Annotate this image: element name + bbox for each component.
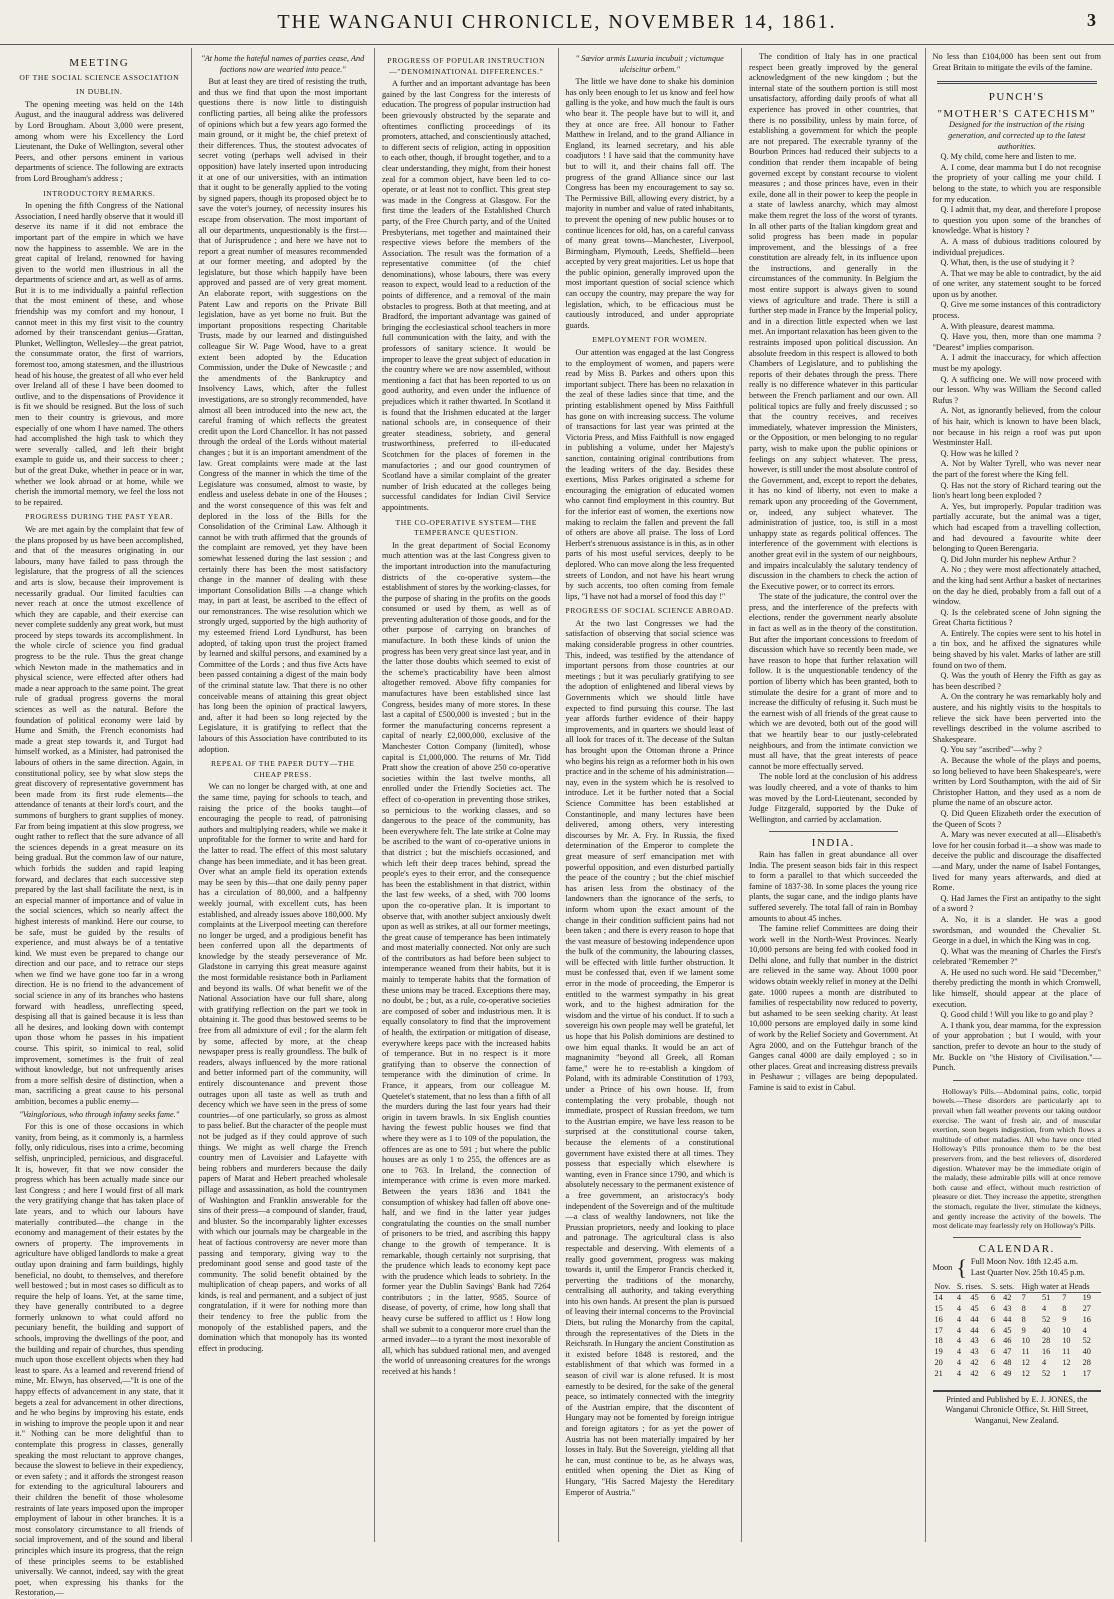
- calendar-column-header: Nov.: [933, 1282, 955, 1293]
- calendar-cell: 4: [1041, 1358, 1047, 1368]
- cooperative-heading: THE CO-OPERATIVE SYSTEM—THE TEMPERANCE QUESTION.: [395, 517, 537, 538]
- calendar-cell: 47: [1003, 1347, 1012, 1357]
- calendar-cell: 6: [990, 1293, 995, 1303]
- calendar-row: [933, 1358, 1102, 1369]
- india-paragraph: Rain has fallen in great abundance all over India. The present season bids fair in this respect to form a parallel to that which succeeded the famine of 1837-38. In some places the young rice plants, the sugar cane, and the indigo plants have suffered severely. The total fall of rain in Bombay amounts to about 45 inches.: [749, 849, 918, 923]
- calendar-cell: 42: [970, 1368, 979, 1378]
- calendar-cell: 19: [934, 1347, 943, 1357]
- calendar-cell: 6: [990, 1325, 995, 1335]
- education-text: A further and an important advantage has been gained by the last Congress for the interests of education. The progress of popular instruction had been grievously obstructed by the separate and oftentimes conflicting proceedings of its promoters, attached, and conscientiously attached, to different sects of religion, acting in opposition to each other, though, if brought together, and to a clear understanding, they might, from their honest zeal for a common object, have been led to co-operate, or at least not to conflict. This great step was made in the Congress at Glasgow. For the first time the leaders of the Established Church party, of the Free Church party, and of the United Presbyterians, met together and maintained their respective views before the members of the Association. The result was the formation of a representative committee (of the chief denominations), whose labours, there was every reason to expect, would lead to a reduction of the points of difference, and a removal of the main obstacles to progress. Both at that meeting, and at Bradford, the important advantage was gained of bringing the ecclesiastical school teachers in more full communication with the laity, and with the professors of sanitary science. It would be improper to leave the great subject of education in the country where we are now assembled, without mentioning a fact that has been reported to us on good authority, and even under the influence of prejudices which it rather thwarted. In Scotland it is found that the Irishmen educated at the larger national schools are, in consequence of their greater steadiness, sobriety, and general trustworthiness, preferred to ill-educated Scotchmen for the places of foremen in the manufactories ; and our good countrymen of Scotland have a similar complaint of the greater number of Irish educated at the colleges being successful candidates for Indian Civil Service appointments.: [382, 79, 551, 512]
- calendar-cell: 12: [1021, 1358, 1030, 1368]
- punch-heading: PUNCH'S: [988, 91, 1045, 104]
- closing-paragraph: The state of the judicature, the control over the press, and the interference of the prefects with elections, render the government nearly absolute in fact as well as in the theory of the constitution. But after the important concessions to freedom of discussion which have so recently been made, we have reason to hope that further relaxation will follow. It is the unquestionable tendency of the portion of liberty which has been granted, both to stimulate the desire for a grant of more and to increase the difficulty of refusing it. Such must be the earnest wish of all friends of the great cause to which we are devoted, both out of the good will that we heartily bear to our justly-celebrated neighbours, and from the intimate conviction we must all have, that the great interests of peace cannot be more effectually served.: [749, 592, 918, 771]
- calendar-cell: 45: [970, 1304, 979, 1314]
- calendar-cell: 21: [934, 1368, 943, 1378]
- calendar-cell: 4: [1041, 1304, 1047, 1314]
- catechism-line: A. That we may be able to contradict, by the aid of one writer, any statement sought to be forced upon us by another.: [932, 268, 1101, 299]
- calendar-cell: 6: [990, 1347, 995, 1357]
- catechism-line: A. Entirely. The copies were sent to his hotel in a tin box, and he affixed the signatures while being shaved by his valet. Marks of lather are still found on two of them.: [932, 628, 1101, 670]
- calendar-cell: 4: [1082, 1325, 1087, 1335]
- calendar-row: [933, 1369, 1102, 1380]
- newspaper-title: THE WANGANUI CHRONICLE, NOVEMBER 14, 1861.: [277, 10, 837, 33]
- catechism-line: Q. Did John murder his nephew Arthur ?: [940, 554, 1076, 564]
- calendar-cell: 44: [970, 1325, 979, 1335]
- calendar-cell: 52: [1082, 1336, 1091, 1346]
- calendar-cell: 4: [956, 1336, 962, 1346]
- catechism-line: Q. A sufficing one. We will now proceed with our lesson. Why was William the Second called Rufus ?: [932, 374, 1101, 405]
- paper-duty-text: We can no longer be charged with, at one and the same time, paying for schools to teach, and raising the price of the books taught—of encouraging the people to read, of patronising authors and multiplying readers, while we make it unprofitable for the former to write and hard for the latter to read. The effect of this most salutary change has been immediate, and it has been great. Over what an ample field its operation extends may be seen by this—that one daily penny paper has a circulation of 80,000, and a halfpenny weekly journal, with excellent cuts, has been established, and already issues above 180,000. My complaints at the Liverpool meeting can therefore no longer be urged, and a prodigious benefit has been conferred upon all the departments of knowledge by the steady perseverance of Mr. Gladstone in carrying this great measure against the most formidable resistance both in Parliament and beyond its walls. Of what benefit we of the National Association have our full share, along with gratifying reflection on the part we took in obtaining it. The good thus bestowed seems to be free from all admixture of evil ; for the alarm felt by some, affected by more, at the cheap newspaper press is really groundless. The bulk of readers, always influenced by the more rational and better informed part of the community, will entirely discountenance and prevent those outrages upon all taste as well as truth and decency which we have seen in the press of some countries—of one particularly, so gross as almost to pass belief. But the character of the people must not be judged as if they could approve of such things. We might as well charge the French country men of Lavoisier and Lafayette with being robbers and murderers because the daily papers of Marat and Hebert preached wholesale pillage and assassination, as hold the countrymen of Washington and Franklin answerable for the sins of their press—a compound of slander, fraud, and bluster. So the incomparably lighter excesses with which our journals may be chargeable in the heat of factious controversy are never more than passing and temporary, giving way to the predominant good sense and good taste of the community. The solid benefit obtained by the multiplication of cheap papers, and works of all kinds, is real and permanent, and a subject of just congratulation, if it were for nothing more than their tendency to free the public from the monopoly of the established papers, and the domination which that monopoly has its wonted effect in producing.: [198, 782, 367, 1353]
- calendar-cell: 6: [990, 1368, 995, 1378]
- section-divider: [953, 1080, 1082, 1081]
- calendar-cell: 12: [1021, 1368, 1030, 1378]
- moon-label: Moon: [932, 1262, 953, 1272]
- abroad-heading: PROGRESS OF SOCIAL SCIENCE ABROAD.: [565, 606, 734, 616]
- progress-heading: PROGRESS DURING THE PAST YEAR.: [25, 512, 174, 522]
- catechism-line: Q. How was he killed ?: [940, 448, 1019, 458]
- calendar-cell: 4: [956, 1358, 962, 1368]
- introductory-remarks-heading: INTRODUCTORY REMARKS.: [43, 188, 156, 198]
- catechism-line: Q. Have you, then, more than one mamma ? "Dearest" implies comparison.: [932, 332, 1101, 352]
- calendar-cell: 43: [1003, 1304, 1012, 1314]
- calendar-heading: CALENDAR.: [978, 1242, 1055, 1255]
- meeting-intro: The opening meeting was held on the 14th August, and the inaugural address was delivered by Lord Brougham. About 3,000 were present, among whom were his Excellency the Lord Lieutenant, the Duke of Wellington, several other Peers, and other persons eminent in various departments of science. The following are extracts from Lord Brougham's address ;: [15, 99, 184, 183]
- section-divider: [937, 81, 1098, 84]
- calendar-table: [933, 1282, 1102, 1380]
- calendar-cell: 14: [934, 1293, 943, 1303]
- calendar-row: [933, 1347, 1102, 1358]
- calendar-cell: 51: [1041, 1293, 1051, 1303]
- progress-quote-1: "Vainglorious, who through infamy seeks fame.": [19, 1109, 180, 1119]
- moon-phases: [932, 1254, 1102, 1280]
- section-divider: [953, 1237, 1082, 1238]
- calendar-cell: 48: [1003, 1358, 1012, 1368]
- calendar-cell: 45: [1003, 1325, 1012, 1335]
- calendar-cell: 4: [956, 1347, 962, 1357]
- calendar-cell: 10: [1062, 1336, 1071, 1346]
- calendar-cell: 7: [1062, 1293, 1067, 1303]
- catechism-line: A. With pleasure, dearest mamma.: [940, 321, 1055, 331]
- calendar-cell: 1: [1062, 1368, 1067, 1378]
- moon-phase: Last Quarter Nov. 25th 10.45 p.m.: [970, 1267, 1085, 1277]
- calendar-cell: 43: [970, 1347, 979, 1357]
- calendar-cell: 8: [1021, 1314, 1026, 1324]
- calendar-cell: 46: [1003, 1336, 1012, 1346]
- calendar-cell: 19: [1082, 1293, 1091, 1303]
- calendar-column-header: S. sets.: [989, 1282, 1020, 1293]
- calendar-body: [933, 1293, 1102, 1380]
- calendar-column-header: High water at Heads: [1020, 1282, 1101, 1293]
- catechism-line: Q. Good child ! Will you like to go and play ?: [940, 1010, 1094, 1020]
- page-number: 3: [1087, 10, 1096, 30]
- calendar-cell: 6: [990, 1358, 995, 1368]
- calendar-cell: 20: [934, 1358, 943, 1368]
- calendar-cell: 8: [1062, 1304, 1067, 1314]
- column-3: [375, 48, 559, 1542]
- punch-title: "MOTHER'S CATECHISM": [937, 107, 1097, 120]
- catechism-line: A. No ; they were most affectionately attached, and the king had sent Arthur a basket of nectarines on the day he died, probably from a fall out of a window.: [932, 565, 1101, 607]
- abroad-text: At the two last Congresses we had the satisfaction of observing that social science was making considerable progress in other countries. This, indeed, was testified by the attendance of important persons from those countries at our meetings ; but it was peculiarly gratifying to see the adoption of enlightened and liberal views by Governments which we should little have expected to find pursuing this course. The last year affords further evidence of their happy improvements, and in quarters we should least of all look for traces of it. The decease of the Sultan has brought upon the Ottoman throne a Prince who begins his reign as a reformer both in his own practice and in the scheme of his administration—nay, even in the system which he is resolved to introduce. Let it be further noted that a Social Science Committee has been established at Constantinople, and many lectures have been delivered, among others, very interesting discourses by Mr. A. Fry. In Russia, the fixed determination of the Emperor to complete the great measure of serf emancipation met with powerful opposition, and even disturbed partially the peace of the country ; but the chief mischief has arisen less from the obstinacy of the landowners than the ignorance of the serfs, to inform whom upon the exact amount of the change in their condition sufficient pains had not been taken ; and there is every reason to hope that the vast measure of bestowing independence upon the bulk of the community, the labouring classes, will be effected with little further obstruction. It must be confessed that, even if we lament some error in the mode of proceeding, the Emperor is entitled to the warmest sympathy in his great work, and to the highest admiration for the wisdom and the virtue of his conduct. If to such a sovereign his own people may well be grateful, let us hope that his Polish dominions are destined to owe him equal thanks. It would be an act of magnanimity "beyond all Greek, all Roman fame," were he to re-establish a kingdom of Poland, with its admirable Constitution of 1793, under a Prince of his own house. If, from contemplating the very probable, though not immediate, prospect of Russian freedom, we turn to the Austrian empire, we have less reason to be surprised at the constitutional course taken, because the elements of a constitutional government have existed there at all times. They possess that especially which elsewhere is wanting, even in France since 1790, and which is absolutely necessary to the permanent existence of a free government, an aristocracy's body independent of the Sovereign and of the multitude—a class of wealthy landowners, not like the Prussian proprietors, needy and looking to place and patronage. The agricultural class is also respectable and deserving. With elements of a really good government, progress was making towards it, until the Emperor Francis checked it, perverting the traditions of the monarchy, centralising all authority, and taking everything into his own hands. At present the plan is pursued of leaving their internal concerns to the Provincial Diets, but ruling the Monarchy from the capital, through the representatives of the Diets in the Reichsrath. In Hungary the ancient Constitution as it existed before 1848 is restored, and the establishment of that which was formed in a season of civil war is alone refused. It is most earnestly to be desired, for the sake of the general peace, so intimately connected with the integrity of the Austrian empire, that the discontent of Hungary may not be fomented by foreign intrigue and foreign agitators ; for as yet the power of Austria has not been materially impaired by her losses in Italy. But the Sovereign, yielding all that he can, must continue to be, as he always was, entitled when opening the Diet as King of Hungary, "His Sacred Majesty the Hereditary Emperor of Austria.": [565, 618, 734, 1497]
- calendar-cell: 40: [1041, 1325, 1051, 1335]
- calendar-cell: 18: [934, 1336, 943, 1346]
- catechism-line: A. No, it is a slander. He was a good swordsman, and wounded the Chevalier St. George in a duel, in which the King was in cog.: [932, 914, 1101, 946]
- progress-quote-2: "At home the hateful names of parties cease, And factions now are wearied into peace.": [201, 54, 365, 74]
- calendar-cell: 11: [1021, 1347, 1030, 1357]
- calendar-cell: 52: [1041, 1314, 1051, 1324]
- catechism-line: Q. Is the celebrated scene of John signing the Great Charta fictitious ?: [932, 607, 1101, 628]
- calendar-cell: 40: [1082, 1347, 1091, 1357]
- calendar-cell: 52: [1041, 1368, 1051, 1378]
- catechism-line: Q. Was the youth of Henry the Fifth as gay as has been described ?: [932, 671, 1101, 691]
- calendar-cell: 45: [970, 1293, 979, 1303]
- calendar-cell: 44: [1003, 1314, 1012, 1324]
- women-text: Our attention was engaged at the last Congress to the employment of women, and papers were read by Miss B. Parkes and others upon this important subject. There has been no relaxation in the zeal of these ladies since that time, and the printing establishment opened by Miss Faithfull has gone on with increasing success. The volume of transactions for last year was printed at the Victoria Press, and Miss Faithfull is now engaged in publishing a volume, under her Majesty's sanction, containing original contributions from the leading writers of the day. Besides these exertions, Miss Parkes originated a scheme for encouraging the emigration of educated women who cannot find employment in this country. But for the inferior east of women, the exertions now making to reclaim the fallen and prevent the fall of others are above all praise. The loss of Lord Herbert's strenuous assistance is in this, as in other parts of his most useful services, deeply to be deplored. Who can move along the less frequented streets of London, and not have his heart wrung by such accents, too often coming from female lips, "I have not had a morsel of food this day !": [565, 348, 734, 601]
- calendar-cell: 28: [1082, 1358, 1091, 1368]
- calendar-cell: 49: [1003, 1368, 1012, 1378]
- columns: [8, 48, 1108, 1598]
- calendar-cell: 4: [956, 1368, 962, 1378]
- calendar-cell: 9: [1062, 1314, 1067, 1324]
- meeting-subheading-2: IN DUBLIN.: [76, 87, 123, 97]
- catechism-line: Q. You say "ascribed"—why ?: [940, 745, 1042, 755]
- calendar-cell: 43: [970, 1336, 979, 1346]
- punch-subtitle: Designed for the instruction of the rising generation, and corrected up to the latest authorities.: [948, 120, 1086, 151]
- column-6: [926, 48, 1109, 1542]
- calendar-header-row: [933, 1282, 1102, 1293]
- catechism-line: A. On the contrary he was remarkably holy and austere, and his nightly visits to the hospitals to relieve the sick have been perverted into the revellings described in the volume ascribed to Shakespeare.: [932, 692, 1101, 744]
- catechism-line: A. Because the whole of the plays and poems, so long believed to have been Shakespeare's, were written by Lord Southampton, with the aid of Sir Christopher Hatton, and they used as a nom de plume the name of an obscure actor.: [932, 756, 1101, 808]
- india-paragraph: The famine relief Committees are doing their work well in the North-West Provinces. Nearly 10,000 persons are being fed with cooked food in Delhi alone, and fully that number in the district are relieved in the same way. About 1000 poor widows obtain weekly relief in money at the Delhi gate. 1000 rupees a month are distributed to families of respectability now reduced to poverty, but ashamed to be seen seeking charity. At least 10,000 persons are employed daily in some kind of work by the Relief Society and Government. At Agra 2000, and on the Futtehgur branch of the Ganges canal 4000 are daily employed ; so in other places. Great and increasing distress prevails in Peshawur ; villages are being depopulated. Famine is said to exist in Cabul.: [749, 924, 918, 1092]
- catechism-line: Q. Has not the story of Richard tearing out the lion's heart long been exploded ?: [932, 480, 1101, 501]
- calendar-cell: 42: [1003, 1293, 1012, 1303]
- catechism-line: A. A mass of dubious traditions coloured by individual prejudices.: [932, 236, 1101, 257]
- catechism-line: A. I admit the inaccuracy, for which affection must be my apology.: [932, 353, 1101, 374]
- calendar-cell: 6: [990, 1314, 995, 1324]
- india-heading: INDIA.: [811, 837, 855, 850]
- catechism-line: A. I come, dear mamma but I do not recognise the propriety of your calling me your child. I belong to the state, to which you are responsible for my education.: [932, 162, 1101, 204]
- progress-paragraph: For this is one of those occasions in which vanity, from being, as it commonly is, a harmless folly, only ridiculous, rises into a crime, becoming selfish, unprincipled, pernicious, and disgraceful. It is, however, fit that we now consider the progress which has been actually made since our last Congress ; and here I would first of all mark the very gratifying change that has taken place of late years, and to which our labours have materially contributed—the change in the economy and management of their estates by the owners of property. The improvements in agriculture have obliged landlords to make a great outlay upon draining and farm buildings, highly beneficial, no doubt, to themselves, and therefore well bestowed ; but in most cases so difficult as to require the help of loans. Yet, at the same time, they have generally contributed to a degree formerly unknown to what could afford no pecuniary benefit, the building and support of schools, improving the dwellings of the poor, and the building and repair of churches, thus spending much upon those excellent objects when they had least to spare. As a learned and reverend friend of mine, Mr. Elwyn, has observed,—"It is one of the happy effects of advancement in any state, that it begets a zeal for advancement in other directions, and he who begins by improving his estate, ends in wishing to improve the people upon it and near it." Nothing can be more delightful than to contemplate this progress in classes, generally speaking the most reluctant to approve changes, because the slowest to believe in their expediency, or even safety ; and it affords the strongest reason for extending to the agricultural labourers and their children the benefit of those wholesome restraints of late years imposed upon the improper employment of labour in other branches. It is a most consolatory circumstance to all friends of social improvement, and of the sound and liberal principles which insure its progress, that the reign of these principles seems to be established universally. We cannot, indeed, say with the great poet, when expressing his thanks for the Restoration,—: [15, 1122, 184, 1598]
- calendar-cell: 17: [934, 1325, 943, 1335]
- catechism-line: A. I thank you, dear mamma, for the expression of your approbation ; but I would, with your sanction, prefer to devote an hour to the study of Mr. Buckle on "the History of Civilisation."—Punch.: [932, 1020, 1101, 1073]
- calendar-cell: 10: [1021, 1336, 1030, 1346]
- calendar-cell: 8: [1021, 1304, 1026, 1314]
- masthead: [0, 0, 1114, 45]
- calendar-cell: 27: [1082, 1304, 1091, 1314]
- calendar-cell: 7: [1021, 1293, 1026, 1303]
- calendar-cell: 17: [1082, 1368, 1091, 1378]
- catechism-line: A. Mary was never executed at all—Elisabeth's love for her cousin forbad it—a show was made to deceive the public and discourage the disaffected—and Mary, under the name of Isabel Fontanges, lived for many years afterwards, and died at Rome.: [932, 830, 1101, 893]
- column-5: [742, 48, 926, 1542]
- calendar-row: [933, 1315, 1102, 1326]
- latin-quote: " Sævior armis Luxuria incubuit ; victumque ulciscitur orbem.": [575, 54, 724, 74]
- closing-paragraph: The noble lord at the conclusion of his address was loudly cheered, and a vote of thanks to him was moved by the Lord-Lieutenant, seconded by Judge Fitzgerald, supported by the Duke of Wellington, and carried by acclamation.: [749, 772, 918, 824]
- calendar-cell: 42: [970, 1358, 979, 1368]
- imprint: Printed and Published by E. J. JONES, the Wanganui Chronicle Office, St. Hill Street, Wanganui, New Zealand.: [933, 1390, 1102, 1427]
- brace-glyph: {: [956, 1254, 967, 1280]
- catechism-line: Q. Had James the First an antipathy to the sight of a sword ?: [932, 893, 1101, 914]
- india-paragraph: No less than £104,000 has been sent out from Great Britain to mitigate the evils of the famine.: [932, 52, 1101, 72]
- catechism-line: Q. I admit that, my dear, and therefore I propose to question you upon some of the branches of knowledge. What is history ?: [932, 205, 1101, 236]
- calendar-cell: 12: [1062, 1358, 1071, 1368]
- column-2: [192, 48, 376, 1542]
- paper-duty-heading: REPEAL OF THE PAPER DUTY—THE CHEAP PRESS.: [210, 759, 355, 779]
- calendar-cell: 4: [956, 1293, 962, 1303]
- calendar-cell: 6: [990, 1304, 995, 1314]
- calendar-cell: 6: [990, 1336, 995, 1346]
- calendar-cell: 16: [934, 1314, 943, 1324]
- section-divider: [769, 831, 898, 832]
- calendar-cell: 4: [956, 1314, 962, 1324]
- calendar-cell: 4: [956, 1304, 962, 1314]
- calendar-row: [933, 1304, 1102, 1315]
- calendar-cell: 4: [956, 1325, 962, 1335]
- introductory-remarks-text: In opening the fifth Congress of the National Association, I need hardly observe that it would ill deserve its name if it did not embrace the important part of the empire in which we have now the happiness to assemble. We are in the great capital of Ireland, renowned for having given to the world men illustrious in all the departments of science and art, as well as of arms. But it is to me individually a painful reflection that the most eminent of these, and whose friendship was my comfort and my honour, I cannot meet in this my first visit to the country adorned by their transcendant genius—Grattan, Plunket, Wellington, Wellesley—the great patriot, the consummate orator, the first of warriors, foremost too, among statesmen, and the illustrious head of his house, the greatest of all who ever held over Ireland all of these I have been doomed to outlive, and to the dispensations of Providence it is fit we should be resigned. But the loss of such men to their country is grievous, and more especially of one whom I have named. The others had accomplished the high task to which they were severally called, and left their bright example to guide us, and their success to cheer ; but of the great Duke, whether in peace or in war, whether we look abroad or at home, while we cherish the immortal memory, we feel the loss not to be repaired.: [15, 201, 184, 507]
- meeting-heading: MEETING: [69, 57, 130, 69]
- column-4: [559, 48, 743, 1542]
- cooperative-conclusion: The little we have done to shake his dominion has only been enough to let us know and feel how galling is the yoke, and how much the fault is ours who bear it. The people have but to will it, and they at once are free. All honour to Father Matthew in Ireland, and to the grand Alliance in England, its learned secretary, and his able coadjutors ! I have said that the community have but to will it, and their chains fall off. The progress of the grand Alliance since our last Congress has been my encouragement to say so. The Permissive Bill, allowing every district, by a majority in number and value of rated inhabitants, to prevent the opening of new public houses or to continue licences for old, has, on a careful canvass of many great towns—Manchester, Liverpool, Birmingham, Plymouth, Leeds, Sheffield—been accepted by very great majorities. Let us hope that the public opinion, generally improved upon the most important question of social science which can occupy the country, may prepare the way for legislation, which, to be efficacious must be cautiously introduced, and under appropriate guards.: [565, 77, 734, 330]
- calendar-cell: 10: [1062, 1325, 1071, 1335]
- catechism-line: Q. Did Queen Elizabeth order the execution of the Queen of Scots ?: [932, 808, 1101, 829]
- education-heading: PROGRESS OF POPULAR INSTRUCTION—"DENOMINATIONAL DIFFERENCES.": [387, 56, 546, 76]
- progress-paragraph: But at least they are tired of resisting the truth, and thus we find that upon the most important questions there is now little to distinguish conflicting parties, all being alike the professors of opinions which but a few years ago formed the main ground, or it might be, the chief pretext of their differences. Thus, the stoutest advocates of secret voting (perhaps well advised in their opposition) have lately inserted upon introducing it at one of our universities, with an intimation that it ought to be generally applied to the voting by signed papers, though its proposed object be to save the voter's journey, of necessity insures his escape from observation. The most important of all our departments, unquestionably is the first—that of Jurisprudence ; and here we have not to report a great number of measures recommended at our former meeting, and adopted by the legislature, but those which happily have been approved and passed are of very great moment. An elaborate report, with suggestions on the Patent Law and reports on the Private Bill legislation, have as yet borne no fruit. But the important propositions respecting Charitable Trusts, made by our learned and distinguished colleague Sir W. Page Wood, have to a great extent been adopted by the Education Commission, under the Duke of Newcastle ; and the amendments of the Bankruptcy and Insolvency Laws, which, after the fullest investigations, are so strongly recommended, have almost all been introduced into the new act, the careful framing of which reflects the greatest credit upon the Lord Chancellor. It has not passed through the ordeal of the Lords without material changes ; but it is an important amendment of the law. Great complaints were made at the last Congress of the manner in which the time of the Legislature was consumed, almost to waste, by endless and useless debate in one of the Houses ; and the worst consequence of this was felt and deplored in the loss of the Bills for the Consolidation of the Criminal Law. Although it cannot be with truth affirmed that the grounds of the complaint are removed, yet they have been somewhat lessened during the last session ; and certainly there has been the most satisfactory change in the manner of dealing with these important Consolidation Bills —a change which may, in part at least, be ascribed to the effect of our remonstrances. The wise resolution which we strongly urged, supported by the high authority of my esteemed friend Lord Lyndhurst, has been adopted, of taking upon trust the project framed by learned and skilful persons, and examined by a Committee of the Lords ; and thus five Acts have been passed containing a digest of the main body of the criminal statute law. That there is no other conceivable means of attaining this great object has long been the opinion of practical lawyers, and, after it had been so long rejected by the Legislature, it is gratifying to reflect that the labours of this Association have contributed to its adoption.: [198, 77, 367, 754]
- calendar-cell: 28: [1041, 1336, 1051, 1346]
- calendar-cell: 15: [934, 1304, 943, 1314]
- calendar-row: [933, 1326, 1102, 1337]
- holloway-advert: Holloway's Pills.—Abdominal pains, colic, torpid bowels.—These disorders are particularly apt to prevail when fall weather prevents our taking outdoor exercise. The want of fresh air, and of muscular exertion, soon begets indigestion, from which flows a multitude of other maladies. All who have once tried Holloway's Pills pronounce them to be the best preservers from, and the best relievers of, disordered digestion. Whatever may be the immediate origin of the malady, these admirable pills will at once remove both cause and effect, without much restriction of pleasure or diet. They increase the appetite, strengthen the stomach, regulate the liver, stimulate the kidneys, and gently increase the activity of the bowels. The most delicate may fearlessly rely on Holloway's Pills.: [932, 1086, 1101, 1231]
- catechism-line: Q. Give me some instances of this contradictory process.: [932, 300, 1101, 321]
- moon-phase: Full Moon Nov. 18th 12.45 a.m.: [970, 1257, 1078, 1267]
- calendar-cell: 44: [970, 1314, 979, 1324]
- calendar-cell: 16: [1082, 1314, 1091, 1324]
- calendar-cell: 16: [1041, 1347, 1051, 1357]
- catechism-line: A. Not by Walter Tyrell, who was never near the part of the forest where the King fell.: [932, 459, 1101, 479]
- italy-text: The condition of Italy has in one practical respect been greatly improved by the general acknowledgment of the new kingdom ; but the internal state of the southern portion is still most unsatisfactory, affording daily proofs of what all experience has proved in other countries, that there is no possibility, unless by main force, of establishing a government for which the people are not prepared. The execrable tyranny of the Bourbon Princes had reduced their subjects to a condition that render them incapable of being governed except by constant recourse to violent measures ; and those princes have, even in their exile, done all in their power to keep the people in a state of lawless anarchy, which may almost make them regret the loss of the worst of tyrants. In all other parts of the Italian kingdom great and solid progress has been made in popular improvement, and the blessings of a free constitution are already felt, in its influence upon the instructions, and generally in the circumstances of the community. In Belgium the most entire support is always given to sound views of agriculture and trade. There is still a further step made in France by the Imperial policy, and in a direction little expected when we last met. An important relaxation has been given to the restraints imposed upon political discussion. An absolute freedom in this respect is allowed to both Chambers of Legislature, and to publishing the reports of their debates through the press. There really is no difference whatever in this particular between the French parliament and our own. All political topics are fully and freely discussed ; so that the country receives, and receives immediately, whatever impression the Ministers, or the Opposition, or men belonging to no regular party, wish to make upon the public opinions or feelings on any subject whatever. The press, however, is still under the most absolute control of the Government, and, except to report the debates, it has no kind of liberty, not even to make a remark upon any proceeding of the Government, or, indeed, any subject whatever. The administration of justice, too, is still in a most unhappy state as regards political offences. The interference of the government with elections is another great evil in the system of our neighbours, and impairs incalculably the salutary tendency of discussion in the chambers to check the action of the Executive power, or to correct its errors.: [749, 52, 918, 591]
- catechism-line: Q. What, then, is the use of studying it ?: [940, 258, 1074, 268]
- catechism-dialogue: [933, 152, 1102, 1074]
- meeting-subheading-1: OF THE SOCIAL SCIENCE ASSOCIATION: [19, 72, 180, 82]
- calendar-row: [933, 1336, 1102, 1347]
- calendar-cell: 11: [1062, 1347, 1071, 1357]
- calendar-column-header: S. rises.: [955, 1282, 989, 1293]
- calendar-cell: 9: [1021, 1325, 1026, 1335]
- catechism-line: A. He used no such word. He said "December," thereby predicting the month in which Cromwell, like himself, should appear at the place of execution.: [932, 967, 1101, 1009]
- calendar-row: [933, 1293, 1102, 1304]
- column-1: [8, 48, 192, 1598]
- catechism-line: A. Not, as ignorantly believed, from the colour of his hair, which is known to have been black, nor because in his reign a roof was put upon Westminster Hall.: [932, 406, 1101, 448]
- catechism-line: Q. What was the meaning of Charles the First's celebrated "Remember ?": [932, 946, 1101, 967]
- women-heading: EMPLOYMENT FOR WOMEN.: [592, 335, 708, 345]
- cooperative-text: In the great department of Social Economy much attention was at the last Congress given to the important introduction into the manufacturing districts of the co-operative system—the establishment of stores by the working-classes, for the purpose of sharing in the profits on the goods consumed or used by them, as well as of preventing adulteration of those goods, and for the other purpose of carrying on branches of manufacture. In both these kinds of union the progress has been very great since last year, and in the latter those doubts which seemed to exist of the scheme's practicability have been almost altogether removed. Above fifty companies for manufactures have been established since last Congress, besides many of more stores. In these last a capital of £500,000 is invested ; but in the former the manufacturing concerns represent a capital of nearly £2,000,000, exclusive of the Manchester Cotton Company (limited), whose capital is £1,000,000. The returns of Mr. Tidd Pratt show the creation of above 250 co-operative societies within the last twelve months, all enrolled under the Friendly Societies act. The effect of co-operation in preventing those strikes, so pernicious to the working classes, and so dangerous to the peace of the community, has been everywhere felt. The late strike at Colne may be ascribed to the want of co-operative unions in that district ; but the mischiefs occasioned, and which left their deep traces behind, spread the people's eyes to their error, and the consequence has been the establishment in that district, within the last few weeks, of a shed, with 700 looms upon the co-operative plan. It is important to observe that, with another subject anxiously dwelt upon as well as strikes, at all our former meetings, the great cause of temperance has been intimately and most materially connected. Not only are such of the contributors as had before been subject to intemperance weaned from their habits, but it is mainly to temperate habits that the formation of these unions may be traced. Exceptions there may, no doubt, be ; but, as a rule, co-operative societies are composed of sober and industrious men. It is equally consolatory to find that the improvement of health, the extirpation or mitigation of disease, everywhere keeps pace with the increased habits of temperance. But in no respect is it more gratifying than to observe the connection of temperance with the diminution of crime. In France, it appears, from our colleague M. Quetelet's statement, that no less than a fifth of all the murders during the last four years had their origin in tavern brawls. In six English counties having the fewest public houses we find that where they were as 1 to 109 of the population, the offences are as one to 591 ; but where the public houses are as only 1 to 255, the offences are as one to 763. In Ireland, the connection of intemperance with crime is even more marked. Between the years 1836 and 1841 the consumption of whiskey had fallen off above one-half, and we find in the latter year judges congratulating the counties on the small number of prisoners to be tried, and ascribing this happy change to the growth of temperance. It is remarkable, though certainly not surprising, that the prudence which leads to economy kept pace with the prudence which leads to sobriety. In the former year the Dublin Savings' Bank had 7264 contributors ; in the latter, 9585. Source of disease, of poverty, of crime, how long shall that heavy curse be suffered to afflict us ! How long shall we submit to a conqueror more cruel than the armed invader—to a tyrant the most inexorable of all, which has subdued rational men, and avenged the world of unreasoning creatures for the wrongs received at his hands !: [382, 540, 551, 1377]
- progress-paragraph: We are met again by the complaint that few of the plans proposed by us have been accomplished, and that of the measures originating in our labours, many have failed to pass through the legislature, that the progress of all the sciences and arts is slow, because their improvement is necessarily gradual. Our limited faculties can never reach at once the utmost excellence of which they are capable, and their exercise can never complete suddenly any great work, but must proceed by steps towards its accomplishment. In the whole circle of science you find gradual progress to be the rule. Thus the great change which Newton made in the mathematics and in physical science, were effected after others had made a near approach to the same point. The great rule of gradual progress governs the moral sciences as well as the natural. Before the foundation of political economy were laid by Hume and Smith, the French economists had made a great step towards it, and Turgot had himself worked, as a Minister, had patronised the labours of others in the same direction. Again, in constitutional policy, see by what slow steps the great discovery of representative government has been made from its first rude elements—the attendance of tenants at their lord's court, and the summons of burghers to grant supplies of money. Far from being impatient at this slow progress, we ought rather to reflect that the sure advance of all the sciences depends in a great measure on its being gradual. But the common law of our nature, which forbids the sudden and rapid leaping forward, and declares that each successive step prepared by the last shall facilitate the next, is in an especial manner of importance and of value in the social sciences, which so nearly affect the highest interests of mankind. Here our course, to be safe, must be guided by the results of experience, and must always be of a tentative kind. We must even be prepared to change our direction and our pace, and to retrace our steps when we find we have gone too far in a wrong direction. He is no friend to the advancement of social science in any of its branches who hastens forward with headless, unreflecting speed, despising all that is gained because it is less than all he desires, and looking down with contempt upon those whom he passes in his impatient course. This spirit, so inimical to real, solid improvement, sometimes is the fruit of zeal without knowledge, but not unfrequently arises from a more selfish desire of distinction, when a man, sacrificing a great cause to his personal ambition, becomes a public enemy—: [15, 524, 184, 1106]
- catechism-line: Q. My child, come here and listen to me.: [940, 152, 1077, 162]
- catechism-line: A. Yes, but improperly. Popular tradition was partially accurate, but the animal was a tiger, which had escaped from a travelling collection, and had devoured a favourite white deer belonging to Queen Berengaria.: [932, 501, 1101, 554]
